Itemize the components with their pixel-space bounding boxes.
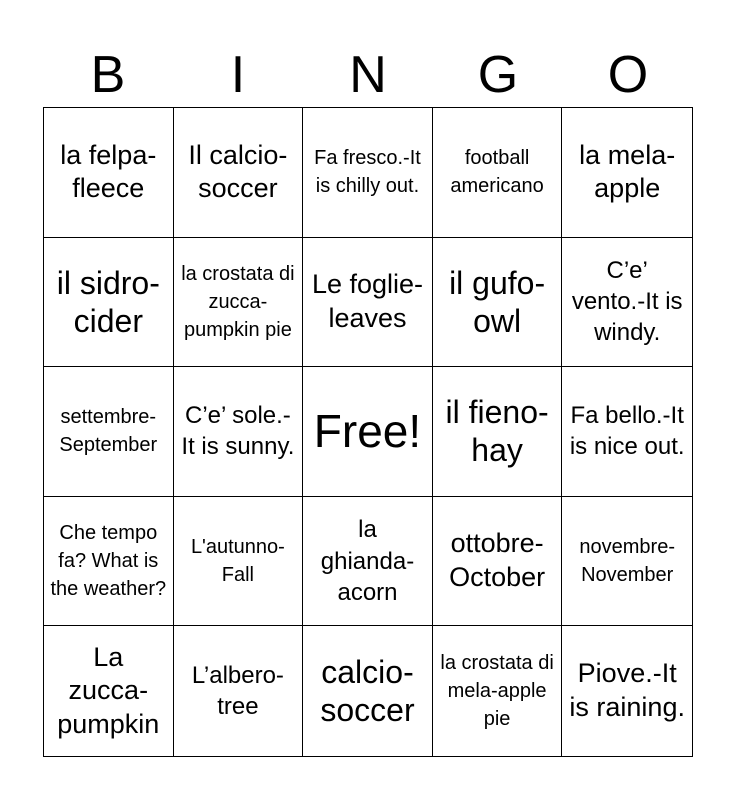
bingo-cell[interactable] (44, 238, 174, 368)
bingo-cell[interactable] (562, 108, 692, 238)
bingo-cell[interactable] (303, 626, 433, 756)
cell-text: la mela-apple (579, 139, 676, 204)
bingo-cell[interactable] (44, 108, 174, 238)
header-letter-i: I (230, 46, 246, 104)
cell-text: Fa bello.-It is nice out. (569, 402, 685, 461)
bingo-cell[interactable] (433, 108, 563, 238)
cell-text: calcio-soccer (320, 653, 415, 729)
header-letter-o: O (607, 46, 649, 104)
cell-text: L’albero-tree (191, 662, 284, 721)
bingo-cell[interactable] (303, 497, 433, 627)
bingo-cell[interactable] (44, 367, 174, 497)
header-letter-n: N (349, 46, 387, 104)
cell-text: la ghianda-acorn (320, 516, 415, 606)
cell-text: Il calcio-soccer (188, 139, 288, 204)
cell-text: L'autunno-Fall (190, 536, 285, 587)
bingo-cell[interactable] (174, 497, 304, 627)
bingo-header (43, 44, 693, 106)
free-space-label: Free! (313, 405, 422, 458)
cell-text: La zucca-pumpkin (57, 641, 160, 740)
cell-text: Fa fresco.-It is chilly out. (314, 147, 421, 198)
bingo-board (43, 107, 693, 757)
cell-text: C’e’ sole.-It is sunny. (181, 402, 295, 461)
cell-text: C’e’ vento.-It is windy. (571, 257, 683, 347)
free-space (303, 367, 433, 497)
bingo-cell[interactable] (174, 108, 304, 238)
cell-text: il gufo-owl (449, 264, 546, 339)
cell-text: ottobre-October (449, 528, 546, 593)
bingo-cell[interactable] (433, 497, 563, 627)
cell-text: il sidro-cider (56, 264, 160, 339)
bingo-cell[interactable] (174, 626, 304, 756)
cell-text: la felpa-fleece (60, 139, 157, 204)
cell-text: Piove.-It is raining. (569, 658, 685, 723)
bingo-cell[interactable] (303, 108, 433, 238)
cell-text: football americano (450, 147, 544, 198)
bingo-cell[interactable] (562, 497, 692, 627)
cell-text: la crostata di mela-apple pie (440, 652, 554, 731)
header-letter-g: G (477, 46, 519, 104)
bingo-cell[interactable] (562, 626, 692, 756)
bingo-cell[interactable] (303, 238, 433, 368)
cell-text: settembre-September (59, 406, 158, 457)
cell-text: il fieno-hay (445, 394, 549, 469)
cell-text: Che tempo fa? What is the weather? (50, 522, 167, 601)
bingo-cell[interactable] (433, 367, 563, 497)
cell-text: Le foglie-leaves (311, 269, 424, 333)
bingo-cell[interactable] (562, 367, 692, 497)
bingo-cell[interactable] (44, 497, 174, 627)
bingo-cell[interactable] (44, 626, 174, 756)
bingo-cell[interactable] (433, 238, 563, 368)
bingo-cell[interactable] (433, 626, 563, 756)
header-letter-b: B (90, 46, 126, 104)
bingo-cell[interactable] (174, 367, 304, 497)
bingo-cell[interactable] (562, 238, 692, 368)
cell-text: novembre-November (579, 536, 675, 587)
bingo-cell[interactable] (174, 238, 304, 368)
cell-text: la crostata di zucca-pumpkin pie (181, 262, 295, 341)
